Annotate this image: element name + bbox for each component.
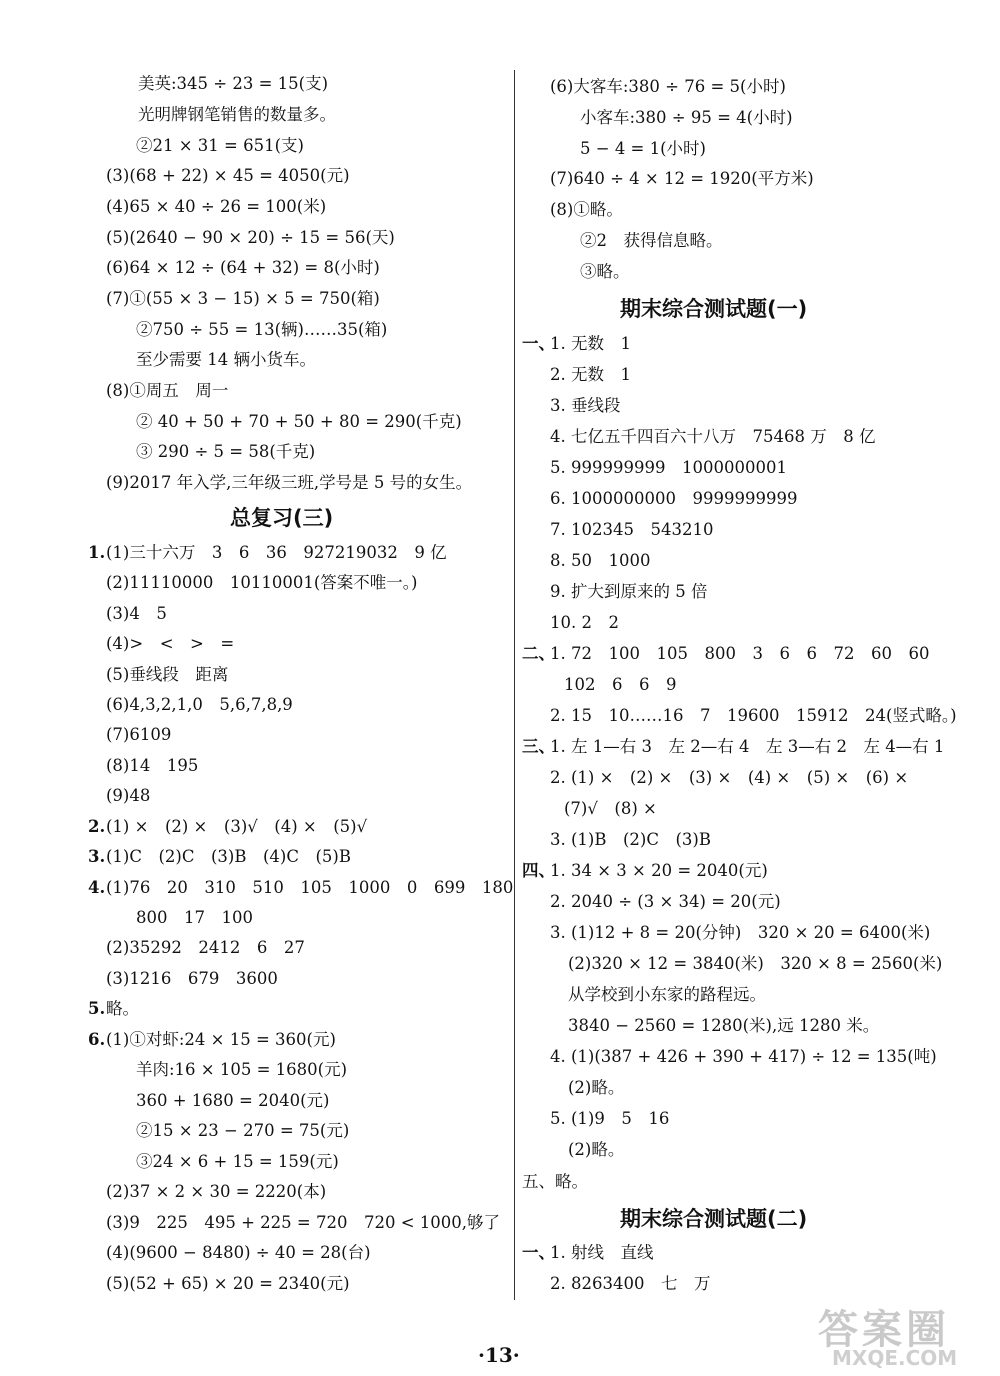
part-label: 一、 <box>522 1243 555 1262</box>
answer-line: (3)4 5 <box>106 604 167 623</box>
answer-line: (8)①周五 周一 <box>106 381 229 400</box>
answer-line: 4. 七亿五千四百六十八万 75468 万 8 亿 <box>550 427 876 446</box>
answer-line: (6)4,3,2,1,0 5,6,7,8,9 <box>106 695 293 714</box>
answer-line: 6. 1000000000 9999999999 <box>550 489 798 508</box>
answer-line: 4. (1)(387 + 426 + 390 + 417) ÷ 12 = 135(吨) <box>550 1047 937 1066</box>
answer-line: 3840 − 2560 = 1280(米),远 1280 米。 <box>568 1016 880 1035</box>
question-number: 4. <box>88 878 106 897</box>
column-divider <box>514 70 515 1300</box>
answer-line: 5. (1)9 5 16 <box>550 1109 670 1128</box>
answer-line: (9)2017 年入学,三年级三班,学号是 5 号的女生。 <box>106 473 473 492</box>
answer-line: 2. 15 10……16 7 19600 15912 24(竖式略。) <box>550 706 957 725</box>
answer-line: (5)(2640 − 90 × 20) ÷ 15 = 56(天) <box>106 228 395 247</box>
answer-line: 3. (1)B (2)C (3)B <box>550 830 711 849</box>
answer-line: 略。 <box>106 999 139 1018</box>
answer-line: (7)①(55 × 3 − 15) × 5 = 750(箱) <box>106 289 380 308</box>
part-label: 三、 <box>522 737 555 756</box>
answer-line: 1. 无数 1 <box>550 334 631 353</box>
answer-line: 至少需要 14 辆小货车。 <box>136 350 316 369</box>
answer-line: 1. 34 × 3 × 20 = 2040(元) <box>550 861 768 880</box>
watermark-logo <box>818 1298 996 1374</box>
watermark-url: MXQE.COM <box>832 1346 958 1370</box>
answer-line: (5)垂线段 距离 <box>106 665 229 684</box>
part-label: 二、 <box>522 644 555 663</box>
answer-line: ②21 × 31 = 651(支) <box>136 136 304 155</box>
answer-line: 美英:345 ÷ 23 = 15(支) <box>138 74 329 93</box>
answer-line: ② 40 + 50 + 70 + 50 + 80 = 290(千克) <box>136 412 462 431</box>
answer-line: (3)(68 + 22) × 45 = 4050(元) <box>106 166 350 185</box>
answer-line: (6)64 × 12 ÷ (64 + 32) = 8(小时) <box>106 258 380 277</box>
answer-line: (8)①略。 <box>550 200 623 219</box>
answer-line: 2. 2040 ÷ (3 × 34) = 20(元) <box>550 892 781 911</box>
answer-line: (7)640 ÷ 4 × 12 = 1920(平方米) <box>550 169 814 188</box>
answer-line: ③略。 <box>580 262 630 281</box>
answer-line: ③ 290 ÷ 5 = 58(千克) <box>136 442 316 461</box>
answer-line: 5. 999999999 1000000001 <box>550 458 787 477</box>
section-heading: 期末综合测试题(二) <box>620 1207 808 1231</box>
answer-line: (2)略。 <box>568 1078 625 1097</box>
answer-line: (5)(52 + 65) × 20 = 2340(元) <box>106 1274 350 1293</box>
question-number: 6. <box>88 1030 106 1049</box>
answer-line: ②15 × 23 − 270 = 75(元) <box>136 1121 350 1140</box>
question-number: 3. <box>88 847 106 866</box>
answer-line: 2. (1) × (2) × (3) × (4) × (5) × (6) × <box>550 768 909 787</box>
answer-line: (3)9 225 495 + 225 = 720 720 < 1000,够了 <box>106 1213 501 1232</box>
answer-line: (2)320 × 12 = 3840(米) 320 × 8 = 2560(米) <box>568 954 943 973</box>
answer-line: (7)√ (8) × <box>564 799 657 818</box>
answer-line: 从学校到小东家的路程远。 <box>568 985 766 1004</box>
answer-line: (2)略。 <box>568 1140 625 1159</box>
answer-line: 羊肉:16 × 105 = 1680(元) <box>136 1060 348 1079</box>
answer-line: ③24 × 6 + 15 = 159(元) <box>136 1152 339 1171</box>
question-number: 2. <box>88 817 106 836</box>
question-number: 1. <box>88 543 106 562</box>
answer-line: (9)48 <box>106 786 151 805</box>
answer-line: (1)C (2)C (3)B (4)C (5)B <box>106 847 351 866</box>
answer-line: 3. (1)12 + 8 = 20(分钟) 320 × 20 = 6400(米) <box>550 923 931 942</box>
answer-line: 2. 无数 1 <box>550 365 631 384</box>
answer-line: (3)1216 679 3600 <box>106 969 278 988</box>
answer-line: 五、略。 <box>522 1172 588 1191</box>
answer-line: 102 6 6 9 <box>564 675 677 694</box>
answer-line: (4)> < > = <box>106 634 235 653</box>
answer-line: 360 + 1680 = 2040(元) <box>136 1091 330 1110</box>
answer-line: 1. 射线 直线 <box>550 1243 654 1262</box>
answer-line: 5 − 4 = 1(小时) <box>580 139 706 158</box>
answer-line: (1)三十六万 3 6 36 927219032 9 亿 <box>106 543 447 562</box>
section-heading: 总复习(三) <box>230 506 334 530</box>
answer-line: 9. 扩大到原来的 5 倍 <box>550 582 708 601</box>
answer-line: 2. 8263400 七 万 <box>550 1274 711 1293</box>
answer-line: (1)①对虾:24 × 15 = 360(元) <box>106 1030 336 1049</box>
answer-line: (2)35292 2412 6 27 <box>106 938 305 957</box>
answer-line: (1)76 20 310 510 105 1000 0 699 180 <box>106 878 514 897</box>
answer-line: (1) × (2) × (3)√ (4) × (5)√ <box>106 817 368 836</box>
question-number: 5. <box>88 999 106 1018</box>
answer-line: (4)(9600 − 8480) ÷ 40 = 28(台) <box>106 1243 371 1262</box>
answer-line: 3. 垂线段 <box>550 396 621 415</box>
watermark-brand: 答案圈 <box>818 1307 950 1353</box>
answer-line: (2)37 × 2 × 30 = 2220(本) <box>106 1182 327 1201</box>
answer-line: 小客车:380 ÷ 95 = 4(小时) <box>580 108 793 127</box>
answer-line: 8. 50 1000 <box>550 551 651 570</box>
answer-line: 1. 72 100 105 800 3 6 6 72 60 60 <box>550 644 930 663</box>
page-number: ·13· <box>478 1343 520 1367</box>
part-label: 四、 <box>522 861 555 880</box>
answer-line: (4)65 × 40 ÷ 26 = 100(米) <box>106 197 327 216</box>
answer-line: 7. 102345 543210 <box>550 520 714 539</box>
answer-line: 10. 2 2 <box>550 613 619 632</box>
answer-line: ②750 ÷ 55 = 13(辆)……35(箱) <box>136 320 388 339</box>
answer-line: (8)14 195 <box>106 756 199 775</box>
answer-line: 1. 左 1—右 3 左 2—右 4 左 3—右 2 左 4—右 1 <box>550 737 945 756</box>
part-label: 一、 <box>522 334 555 353</box>
answer-line: (2)11110000 10110001(答案不唯一。) <box>106 573 418 592</box>
answer-line: ②2 获得信息略。 <box>580 231 723 250</box>
section-heading: 期末综合测试题(一) <box>620 297 808 321</box>
answer-line: (6)大客车:380 ÷ 76 = 5(小时) <box>550 77 786 96</box>
answer-line: 光明牌钢笔销售的数量多。 <box>138 105 336 124</box>
answer-line: 800 17 100 <box>136 908 253 927</box>
answer-line: (7)6109 <box>106 725 172 744</box>
